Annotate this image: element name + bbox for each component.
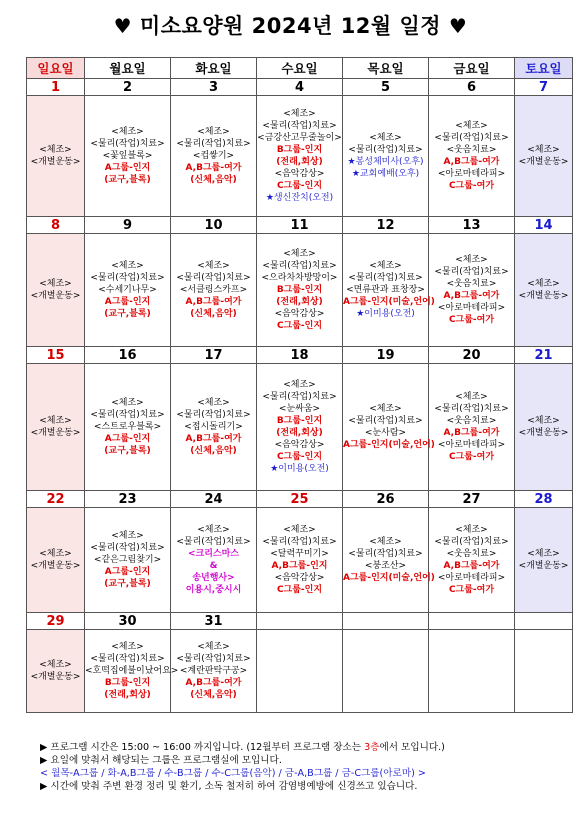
day-schedule-cell [429, 508, 515, 613]
schedule-item: & [209, 561, 218, 571]
schedule-row [27, 364, 573, 491]
schedule-item: <물리(작업)치료> [176, 139, 251, 149]
schedule-item: <체조> [111, 398, 144, 408]
schedule-item: <체조> [197, 261, 230, 271]
schedule-item: <물리(작업)치료> [176, 410, 251, 420]
schedule-item: <웃음치료> [446, 279, 497, 289]
day-schedule-cell [171, 630, 257, 713]
schedule-item: <체조> [111, 642, 144, 652]
schedule-item: <물리(작업)치료> [348, 273, 423, 283]
schedule-row [27, 630, 573, 713]
schedule-item: <체조> [111, 261, 144, 271]
date-number: 1 [27, 79, 85, 96]
title-text: 미소요양원 2024년 12월 일정 [139, 14, 442, 38]
schedule-item: (교구,블록) [104, 579, 151, 589]
schedule-item: (교구,블록) [104, 446, 151, 456]
schedule-item: <물리(작업)치료> [434, 267, 509, 277]
schedule-item: <체조> [197, 525, 230, 535]
schedule-item: <달력꾸미기> [270, 549, 329, 559]
schedule-item: <체조> [39, 660, 72, 670]
day-schedule-cell [85, 96, 171, 217]
schedule-item: <물리(작업)치료> [176, 537, 251, 547]
schedule-item: B그룹-인지 [276, 285, 323, 295]
day-schedule-cell [85, 364, 171, 491]
day-schedule-cell [171, 508, 257, 613]
schedule-item: <체조> [527, 416, 560, 426]
schedule-item: <개별운동> [30, 561, 81, 571]
day-schedule-cell [257, 630, 343, 713]
schedule-item: <물리(작업)치료> [348, 416, 423, 426]
schedule-item: <스트로우블록> [93, 422, 162, 432]
schedule-item: <개별운동> [518, 428, 569, 438]
schedule-item: <개별운동> [30, 291, 81, 301]
day-schedule-cell [171, 364, 257, 491]
schedule-item: <수세기나무> [98, 285, 157, 295]
schedule-item: <아로마테라피> [437, 440, 506, 450]
schedule-item: <개별운동> [518, 157, 569, 167]
schedule-item: <물리(작업)치료> [348, 549, 423, 559]
date-number: 25 [257, 491, 343, 508]
date-number: 13 [429, 217, 515, 234]
heart-icon: ♥ [448, 14, 468, 38]
schedule-item: A그룹-인지(미술,언어) [343, 440, 435, 450]
weekday-header: 목요일 [343, 58, 429, 79]
date-number [343, 613, 429, 630]
date-number: 6 [429, 79, 515, 96]
schedule-item: <체조> [111, 531, 144, 541]
schedule-item: (전래,회상) [276, 428, 323, 438]
date-number: 24 [171, 491, 257, 508]
schedule-item: <개별운동> [518, 561, 569, 571]
schedule-item: C그룹-여가 [448, 181, 495, 191]
schedule-item: <물리(작업)치료> [348, 145, 423, 155]
date-number: 23 [85, 491, 171, 508]
schedule-item: <체조> [369, 133, 402, 143]
note-line: ▶ 요일에 맞춰서 해당되는 그룹은 프로그램실에 모입니다. [40, 755, 282, 766]
note-line [40, 741, 560, 754]
schedule-item: A그룹-인지(미술,언어) [343, 297, 435, 307]
date-number: 30 [85, 613, 171, 630]
schedule-item: <호떡집에불이났어요> [85, 666, 179, 676]
day-schedule-cell [343, 508, 435, 613]
date-number: 3 [171, 79, 257, 96]
schedule-item: (전래,회상) [276, 157, 323, 167]
schedule-item: A그룹-인지 [104, 297, 151, 307]
date-number: 14 [515, 217, 573, 234]
day-schedule-cell [429, 364, 515, 491]
schedule-item: <체조> [527, 549, 560, 559]
date-number: 9 [85, 217, 171, 234]
weekday-header: 월요일 [85, 58, 171, 79]
date-row [27, 217, 573, 234]
date-number: 17 [171, 347, 257, 364]
date-number: 8 [27, 217, 85, 234]
schedule-item: ★생신잔치(오전) [265, 193, 334, 203]
schedule-item: (전래,회상) [276, 297, 323, 307]
day-schedule-cell [515, 508, 573, 613]
schedule-item: <체조> [39, 416, 72, 426]
schedule-item: C그룹-여가 [448, 452, 495, 462]
schedule-item: (교구,블록) [104, 309, 151, 319]
date-number: 15 [27, 347, 85, 364]
schedule-item: <물리(작업)치료> [262, 261, 337, 271]
note-group-schedule: < 월목-A그룹 / 화-A,B그룹 / 수-B그룹 / 수-C그룹(음악) / 금-A,B그룹 / 금-C그룹(아로마) > [40, 768, 426, 779]
schedule-item: <같은그림찾기> [93, 555, 162, 565]
schedule-item: A,B그룹-인지 [271, 561, 328, 571]
calendar-table [26, 57, 573, 713]
day-schedule-cell [27, 234, 85, 347]
schedule-item: A그룹-인지 [104, 434, 151, 444]
schedule-item: <체조> [283, 525, 316, 535]
schedule-item: <계란판탁구공> [179, 666, 248, 676]
date-row [27, 491, 573, 508]
weekday-header: 수요일 [257, 58, 343, 79]
weekday-header: 토요일 [515, 58, 573, 79]
schedule-item: <아로마테라피> [437, 573, 506, 583]
schedule-item: <체조> [369, 537, 402, 547]
schedule-item: <체조> [527, 145, 560, 155]
schedule-item: <컵쌓기> [192, 151, 235, 161]
day-schedule-cell [27, 364, 85, 491]
date-number: 12 [343, 217, 429, 234]
date-row [27, 347, 573, 364]
day-schedule-cell [85, 630, 179, 713]
schedule-item: C그룹-여가 [448, 585, 495, 595]
date-number: 10 [171, 217, 257, 234]
day-schedule-cell [343, 364, 435, 491]
day-schedule-cell [85, 234, 171, 347]
schedule-item: C그룹-인지 [276, 181, 323, 191]
date-number: 31 [171, 613, 257, 630]
page-title [0, 10, 581, 40]
schedule-item: <체조> [283, 249, 316, 259]
schedule-item: <물리(작업)치료> [434, 133, 509, 143]
schedule-item: (신체,음악) [190, 690, 237, 700]
schedule-item: <눈사람> [364, 428, 407, 438]
schedule-item: <접시돌리기> [184, 422, 243, 432]
schedule-item: <물리(작업)치료> [434, 404, 509, 414]
schedule-item: A,B그룹-여가 [443, 428, 500, 438]
schedule-item: <체조> [39, 145, 72, 155]
schedule-item: <개별운동> [518, 291, 569, 301]
schedule-item: A,B그룹-여가 [443, 291, 500, 301]
date-number [257, 613, 343, 630]
date-number: 29 [27, 613, 85, 630]
schedule-row [27, 234, 573, 347]
date-number: 28 [515, 491, 573, 508]
schedule-item: B그룹-인지 [276, 416, 323, 426]
weekday-header: 화요일 [171, 58, 257, 79]
schedule-row [27, 96, 573, 217]
schedule-item: A그룹-인지 [104, 163, 151, 173]
schedule-item: <음악감상> [274, 169, 325, 179]
schedule-item: <체조> [369, 404, 402, 414]
schedule-item: <체조> [455, 525, 488, 535]
heart-icon: ♥ [113, 14, 133, 38]
date-row [27, 79, 573, 96]
day-schedule-cell [27, 630, 85, 713]
schedule-item: <체조> [283, 109, 316, 119]
schedule-item: <물리(작업)치료> [434, 537, 509, 547]
schedule-item: <물리(작업)치료> [90, 273, 165, 283]
day-schedule-cell [171, 96, 257, 217]
note-text: 에서 모입니다.) [379, 742, 445, 753]
schedule-row [27, 508, 573, 613]
schedule-item: <금강산고무줄놀이> [257, 133, 342, 143]
schedule-item: <물리(작업)치료> [262, 537, 337, 547]
day-schedule-cell [429, 234, 515, 347]
schedule-item: <체조> [197, 398, 230, 408]
schedule-item: ★이미용(오전) [270, 464, 329, 474]
day-schedule-cell [171, 234, 257, 347]
day-schedule-cell [343, 630, 429, 713]
day-schedule-cell [85, 508, 171, 613]
schedule-item: <물리(작업)치료> [262, 121, 337, 131]
schedule-item: <물리(작업)치료> [90, 654, 165, 664]
schedule-item: <서클링스카프> [179, 285, 248, 295]
schedule-item: <개별운동> [30, 672, 81, 682]
date-number: 18 [257, 347, 343, 364]
schedule-item: <물리(작업)치료> [176, 273, 251, 283]
schedule-item: <물리(작업)치료> [90, 543, 165, 553]
date-number: 5 [343, 79, 429, 96]
schedule-item: <웃음치료> [446, 416, 497, 426]
schedule-item: <으라차차방망이> [261, 273, 338, 283]
schedule-item: ★이미용(오전) [356, 309, 415, 319]
notes-section [40, 741, 560, 793]
schedule-item: <아로마테라피> [437, 169, 506, 179]
day-schedule-cell [257, 234, 343, 347]
schedule-item: B그룹-인지 [276, 145, 323, 155]
schedule-item: <아로마테라피> [437, 303, 506, 313]
schedule-item: 이용시,중시시 [185, 585, 242, 595]
note-line: ▶ 시간에 맞춰 주변 환경 정리 및 환기, 소독 철저히 하여 감염병예방에 신경쓰고 있습니다. [40, 781, 418, 792]
schedule-item: A그룹-인지(미술,언어) [343, 573, 435, 583]
schedule-item: C그룹-인지 [276, 452, 323, 462]
schedule-item: <눈싸움> [278, 404, 321, 414]
schedule-item: <체조> [39, 549, 72, 559]
schedule-item: 송년행사> [192, 573, 235, 583]
schedule-item: <물리(작업)치료> [90, 139, 165, 149]
date-number: 26 [343, 491, 429, 508]
date-row [27, 613, 573, 630]
date-number [515, 613, 573, 630]
schedule-item: <붕조산> [364, 561, 407, 571]
day-schedule-cell [27, 508, 85, 613]
day-schedule-cell [429, 96, 515, 217]
schedule-item: C그룹-여가 [448, 315, 495, 325]
schedule-item: A,B그룹-여가 [185, 434, 242, 444]
schedule-item: ★교회예배(오후) [351, 169, 420, 179]
schedule-item: <개별운동> [30, 428, 81, 438]
schedule-item: <음악감상> [274, 309, 325, 319]
day-schedule-cell [27, 96, 85, 217]
schedule-item: <크리스마스 [187, 549, 239, 559]
date-number: 21 [515, 347, 573, 364]
schedule-item: <음악감상> [274, 573, 325, 583]
schedule-item: <체조> [197, 127, 230, 137]
day-schedule-cell [257, 96, 343, 217]
day-schedule-cell [515, 364, 573, 491]
schedule-item: <체조> [455, 255, 488, 265]
date-number: 7 [515, 79, 573, 96]
schedule-item: <체조> [39, 279, 72, 289]
schedule-item: <체조> [283, 380, 316, 390]
weekday-header: 금요일 [429, 58, 515, 79]
date-number: 27 [429, 491, 515, 508]
date-number: 22 [27, 491, 85, 508]
day-schedule-cell [343, 96, 429, 217]
schedule-item: <개별운동> [30, 157, 81, 167]
schedule-item: ★봉성체미사(오후) [347, 157, 424, 167]
day-schedule-cell [257, 364, 343, 491]
note-highlight: 3층 [364, 742, 380, 753]
weekday-header: 일요일 [27, 58, 85, 79]
schedule-item: <웃음치료> [446, 145, 497, 155]
schedule-item: <체조> [455, 121, 488, 131]
date-number: 11 [257, 217, 343, 234]
day-schedule-cell [515, 234, 573, 347]
day-schedule-cell [515, 96, 573, 217]
schedule-item: A그룹-인지 [104, 567, 151, 577]
schedule-item: A,B그룹-여가 [185, 297, 242, 307]
schedule-item: (신체,음악) [190, 446, 237, 456]
weekday-header-row [27, 58, 573, 79]
schedule-item: A,B그룹-여가 [443, 561, 500, 571]
date-number [429, 613, 515, 630]
schedule-item: <물리(작업)치료> [90, 410, 165, 420]
schedule-item: (교구,블록) [104, 175, 151, 185]
schedule-item: B그룹-인지 [104, 678, 151, 688]
schedule-item: <물리(작업)치료> [262, 392, 337, 402]
schedule-item: C그룹-인지 [276, 585, 323, 595]
schedule-item: <꽃잎블록> [102, 151, 153, 161]
date-number: 2 [85, 79, 171, 96]
date-number: 4 [257, 79, 343, 96]
schedule-item: A,B그룹-여가 [185, 163, 242, 173]
schedule-item: A,B그룹-여가 [185, 678, 242, 688]
date-number: 16 [85, 347, 171, 364]
schedule-item: <체조> [111, 127, 144, 137]
schedule-item: <체조> [527, 279, 560, 289]
schedule-item: <음악감상> [274, 440, 325, 450]
note-text: ▶ 프로그램 시간은 15:00 ~ 16:00 까지입니다. (12월부터 프로그램 장소는 [40, 742, 365, 753]
day-schedule-cell [429, 630, 515, 713]
date-number: 20 [429, 347, 515, 364]
day-schedule-cell [257, 508, 343, 613]
schedule-item: C그룹-인지 [276, 321, 323, 331]
date-number: 19 [343, 347, 429, 364]
schedule-item: A,B그룹-여가 [443, 157, 500, 167]
schedule-item: (전래,회상) [104, 690, 151, 700]
day-schedule-cell [515, 630, 573, 713]
schedule-item: <면류관과 표창장> [346, 285, 425, 295]
day-schedule-cell [343, 234, 435, 347]
schedule-item: <체조> [197, 642, 230, 652]
schedule-item: (신체,음악) [190, 175, 237, 185]
schedule-item: <체조> [369, 261, 402, 271]
schedule-item: (신체,음악) [190, 309, 237, 319]
schedule-item: <물리(작업)치료> [176, 654, 251, 664]
schedule-item: <체조> [455, 392, 488, 402]
schedule-item: <웃음치료> [446, 549, 497, 559]
